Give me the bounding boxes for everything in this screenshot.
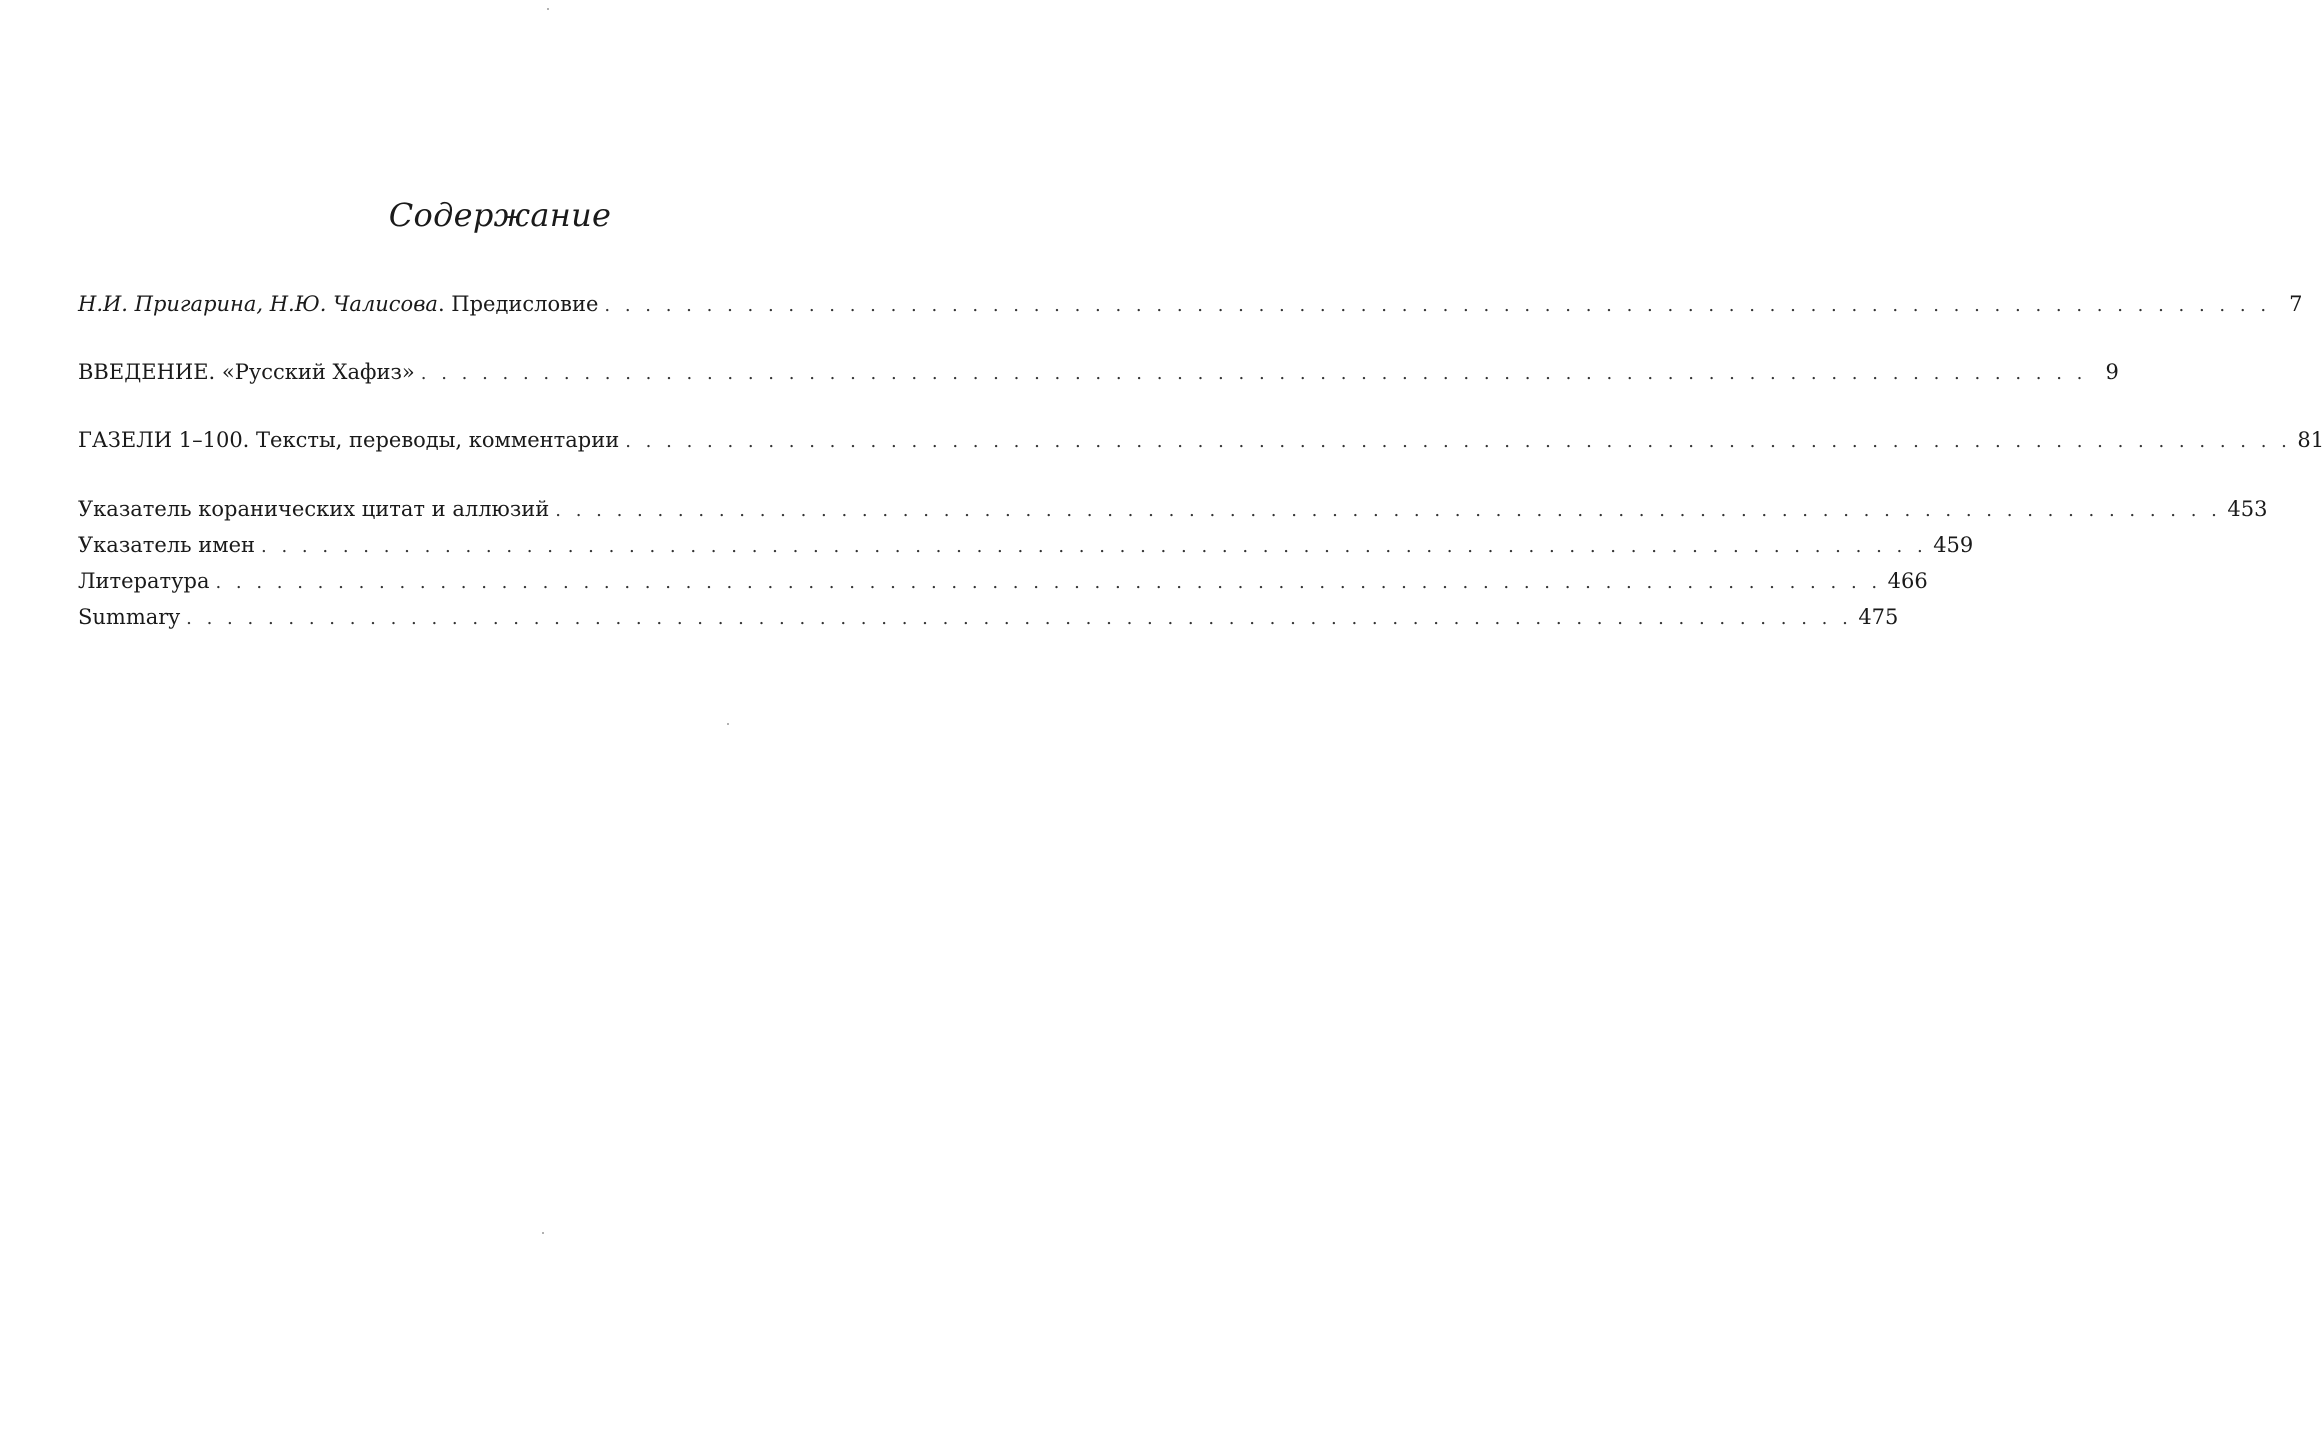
leader-dots: . . . . . . . . . . . . . . . . . . . . . . . . . . . . . . . . . . . . . . . . . . . . . . . . . . . . . . . . . . . . . . . . . . . . . . . . . . . . . . . . . .	[215, 572, 1882, 593]
page-title: Содержание	[388, 196, 612, 234]
toc-entry-summary	[78, 601, 1899, 633]
toc-entry-title: Указатель коранических цитат и аллюзий	[78, 497, 550, 521]
leader-dots: . . . . . . . . . . . . . . . . . . . . . . . . . . . . . . . . . . . . . . . . . . . . . . . . . . . . . . . . . . . . . . . . . . . . . . . . . . . . . . . . . .	[604, 295, 2271, 316]
toc-entry-page: 7	[2289, 292, 2303, 316]
toc-entry-author: Н.И. Пригарина, Н.Ю. Чалисова	[78, 292, 438, 316]
leader-dots: . . . . . . . . . . . . . . . . . . . . . . . . . . . . . . . . . . . . . . . . . . . . . . . . . . . . . . . . . . . . . . . . . . . . . . . . . . . . . . . . . .	[555, 500, 2222, 521]
toc-entry-label: Н.И. Пригарина, Н.Ю. Чалисова. Предисловие	[78, 292, 599, 316]
leader-dots: . . . . . . . . . . . . . . . . . . . . . . . . . . . . . . . . . . . . . . . . . . . . . . . . . . . . . . . . . . . . . . . . . . . . . . . . . . . . . . . . . .	[186, 608, 1853, 629]
scan-speck	[547, 8, 549, 10]
toc-entry-preface	[78, 288, 2303, 320]
leader-dots: . . . . . . . . . . . . . . . . . . . . . . . . . . . . . . . . . . . . . . . . . . . . . . . . . . . . . . . . . . . . . . . . . . . . . . . . . . . . . . . . . .	[420, 363, 2087, 384]
toc-entry-title: Литература	[78, 569, 210, 593]
toc-entry-title: Предисловие	[451, 292, 599, 316]
leader-dots: . . . . . . . . . . . . . . . . . . . . . . . . . . . . . . . . . . . . . . . . . . . . . . . . . . . . . . . . . . . . . . . . . . . . . . . . . . . . . . . . . .	[625, 431, 2292, 452]
toc-entry-page: 81	[2297, 428, 2324, 452]
scan-speck	[542, 1232, 544, 1234]
toc-entry-page: 453	[2227, 497, 2268, 521]
toc-entry-title: Указатель имен	[78, 533, 256, 557]
toc-entry-page: 459	[1933, 533, 1974, 557]
toc-entry-literature	[78, 565, 1928, 597]
leader-dots: . . . . . . . . . . . . . . . . . . . . . . . . . . . . . . . . . . . . . . . . . . . . . . . . . . . . . . . . . . . . . . . . . . . . . . . . . . . . . . . . . .	[261, 536, 1928, 557]
scan-speck	[727, 723, 729, 725]
toc-entry-title: Summary	[78, 605, 181, 629]
toc-entry-quran-index	[78, 493, 2268, 525]
toc-entry-page: 9	[2105, 360, 2119, 384]
toc-entry-ghazals	[78, 424, 2324, 456]
toc-entry-title: ВВЕДЕНИЕ. «Русский Хафиз»	[78, 360, 415, 384]
toc-entry-introduction	[78, 356, 2119, 388]
toc-entry-page: 466	[1887, 569, 1928, 593]
toc-entry-page: 475	[1858, 605, 1899, 629]
toc-entry-names-index	[78, 529, 1974, 561]
toc-entry-title: ГАЗЕЛИ 1–100. Тексты, переводы, комментарии	[78, 428, 620, 452]
